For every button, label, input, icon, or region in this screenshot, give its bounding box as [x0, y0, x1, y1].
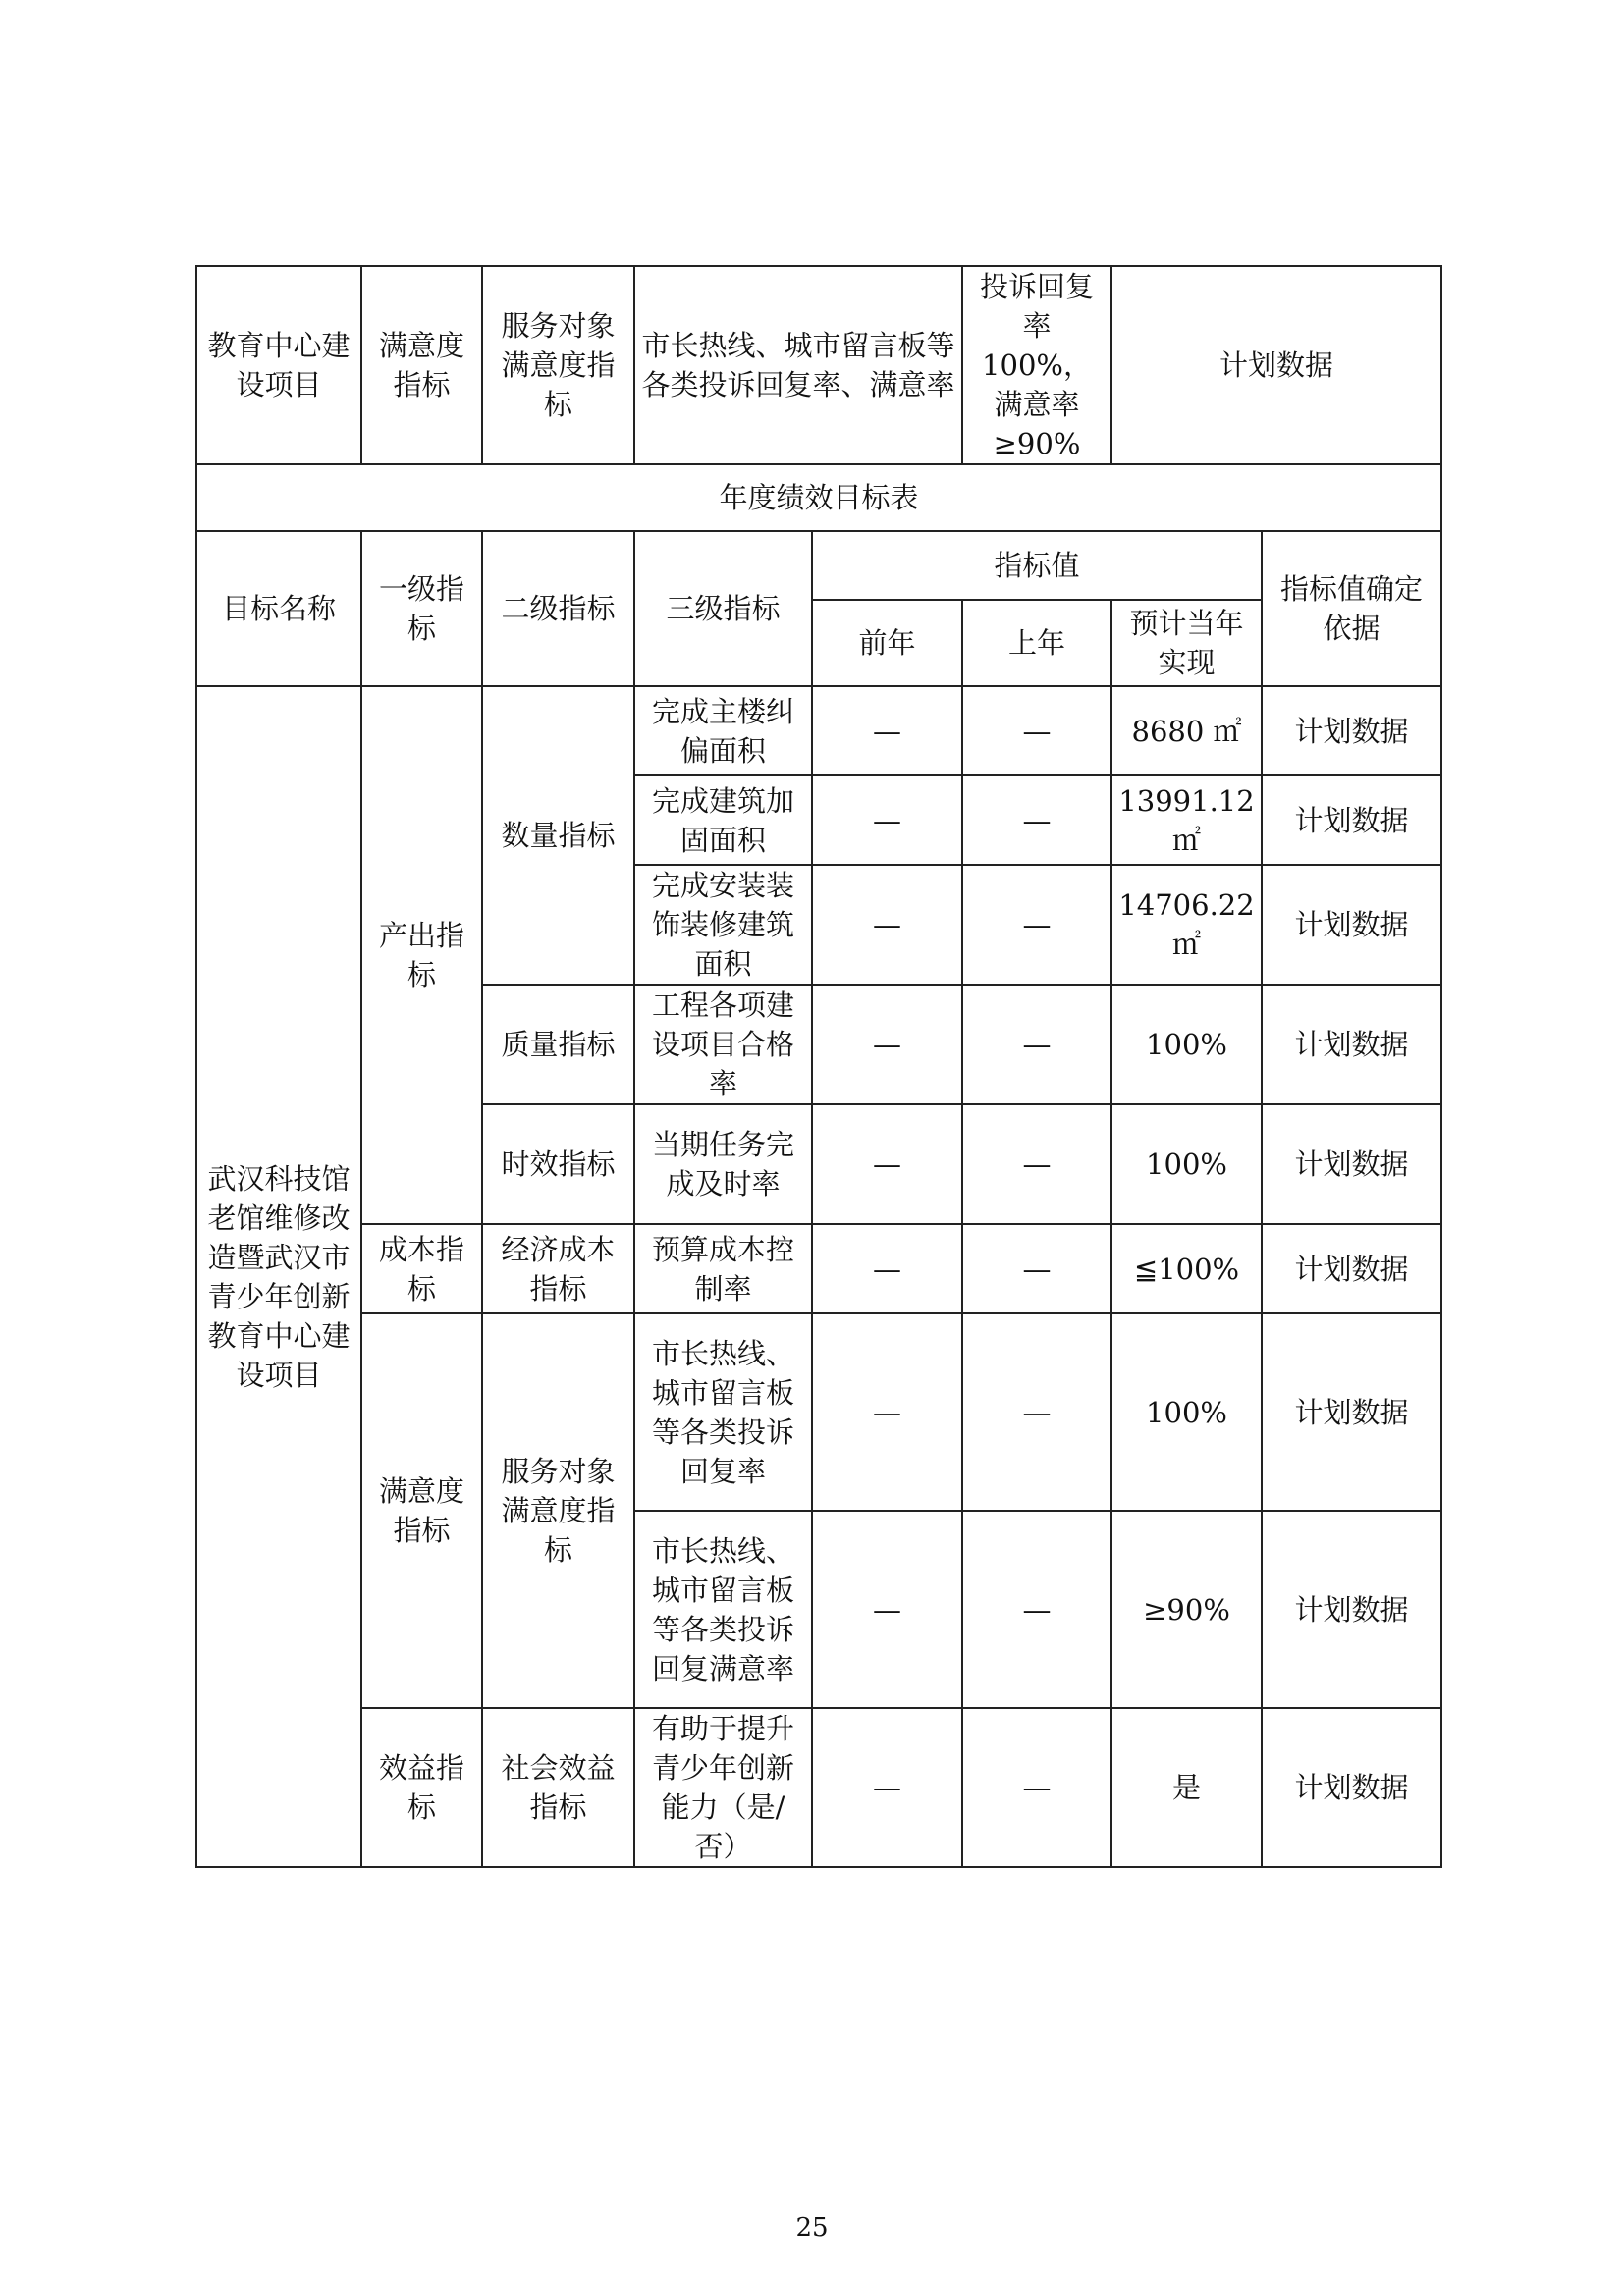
- header-last-year: 上年: [962, 600, 1111, 686]
- group-satisfaction: 满意度指标: [361, 1313, 482, 1708]
- last-year-cell: —: [962, 1104, 1111, 1224]
- subgroup-social-benefit: 社会效益指标: [482, 1708, 634, 1867]
- header-row: [196, 531, 1441, 600]
- table-row: [196, 1708, 1441, 1867]
- basis-cell: 计划数据: [1262, 686, 1441, 775]
- expected-cell: 100%: [1111, 985, 1262, 1104]
- last-year-cell: —: [962, 1708, 1111, 1867]
- basis-cell: 计划数据: [1262, 775, 1441, 865]
- level3-cell: 当期任务完成及时率: [634, 1104, 812, 1224]
- header-level1: 一级指标: [361, 531, 482, 686]
- level3-cell: 预算成本控制率: [634, 1224, 812, 1313]
- expected-cell: 13991.12 ㎡: [1111, 775, 1262, 865]
- level3-cell: 市长热线、城市留言板等各类投诉回复满意率: [634, 1511, 812, 1708]
- header-level3: 三级指标: [634, 531, 812, 686]
- prev-year-cell: —: [812, 865, 962, 985]
- expected-cell: ≥90%: [1111, 1511, 1262, 1708]
- level1-cell: 满意度指标: [361, 266, 482, 464]
- header-expected: 预计当年实现: [1111, 600, 1262, 686]
- basis-cell: 计划数据: [1262, 1708, 1441, 1867]
- last-year-cell: —: [962, 865, 1111, 985]
- basis-cell: 计划数据: [1262, 1313, 1441, 1511]
- prev-year-cell: —: [812, 775, 962, 865]
- table-row: [196, 1313, 1441, 1511]
- header-basis: 指标值确定依据: [1262, 531, 1441, 686]
- group-benefit: 效益指标: [361, 1708, 482, 1867]
- basis-cell: 计划数据: [1262, 865, 1441, 985]
- expected-cell: 14706.22 ㎡: [1111, 865, 1262, 985]
- basis-cell: 计划数据: [1262, 1224, 1441, 1313]
- level3-cell: 工程各项建设项目合格率: [634, 985, 812, 1104]
- basis-cell: 计划数据: [1262, 1511, 1441, 1708]
- prev-year-cell: —: [812, 1313, 962, 1511]
- page-number: 25: [795, 2214, 829, 2243]
- subgroup-service-satisfaction: 服务对象满意度指标: [482, 1313, 634, 1708]
- table-row: [196, 266, 1441, 464]
- subgroup-economic-cost: 经济成本指标: [482, 1224, 634, 1313]
- level3-cell: 市长热线、城市留言板等各类投诉回复率: [634, 1313, 812, 1511]
- level3-cell: 完成建筑加固面积: [634, 775, 812, 865]
- expected-cell: 8680 ㎡: [1111, 686, 1262, 775]
- section-title: 年度绩效目标表: [196, 464, 1441, 531]
- header-level2: 二级指标: [482, 531, 634, 686]
- level3-cell: 市长热线、城市留言板等各类投诉回复率、满意率: [634, 266, 962, 464]
- expected-cell: 100%: [1111, 1104, 1262, 1224]
- table-row: [196, 686, 1441, 775]
- expected-cell: ≦100%: [1111, 1224, 1262, 1313]
- project-name-cell: 武汉科技馆老馆维修改造暨武汉市青少年创新教育中心建设项目: [196, 686, 361, 1867]
- last-year-cell: —: [962, 1313, 1111, 1511]
- basis-cell: 计划数据: [1111, 266, 1441, 464]
- level3-cell: 完成安装装饰装修建筑面积: [634, 865, 812, 985]
- prev-year-cell: —: [812, 1224, 962, 1313]
- table-row: [196, 1224, 1441, 1313]
- prev-year-cell: —: [812, 985, 962, 1104]
- prev-year-cell: —: [812, 1708, 962, 1867]
- project-name-cell: 教育中心建设项目: [196, 266, 361, 464]
- group-cost: 成本指标: [361, 1224, 482, 1313]
- subgroup-quantity: 数量指标: [482, 686, 634, 985]
- level3-cell: 完成主楼纠偏面积: [634, 686, 812, 775]
- prev-year-cell: —: [812, 1511, 962, 1708]
- table-row: [196, 464, 1441, 531]
- basis-cell: 计划数据: [1262, 985, 1441, 1104]
- last-year-cell: —: [962, 1224, 1111, 1313]
- last-year-cell: —: [962, 686, 1111, 775]
- basis-cell: 计划数据: [1262, 1104, 1441, 1224]
- performance-table: [195, 265, 1442, 1868]
- subgroup-quality: 质量指标: [482, 985, 634, 1104]
- header-target-name: 目标名称: [196, 531, 361, 686]
- header-indicator-value: 指标值: [812, 531, 1262, 600]
- level3-cell: 有助于提升青少年创新能力（是/否）: [634, 1708, 812, 1867]
- expected-cell: 是: [1111, 1708, 1262, 1867]
- expected-cell: 100%: [1111, 1313, 1262, 1511]
- last-year-cell: —: [962, 985, 1111, 1104]
- level2-cell: 服务对象满意度指标: [482, 266, 634, 464]
- subgroup-timeliness: 时效指标: [482, 1104, 634, 1224]
- prev-year-cell: —: [812, 1104, 962, 1224]
- header-prev-year: 前年: [812, 600, 962, 686]
- value-cell: 投诉回复率100%，满意率≥90%: [962, 266, 1111, 464]
- prev-year-cell: —: [812, 686, 962, 775]
- last-year-cell: —: [962, 775, 1111, 865]
- group-output: 产出指标: [361, 686, 482, 1224]
- last-year-cell: —: [962, 1511, 1111, 1708]
